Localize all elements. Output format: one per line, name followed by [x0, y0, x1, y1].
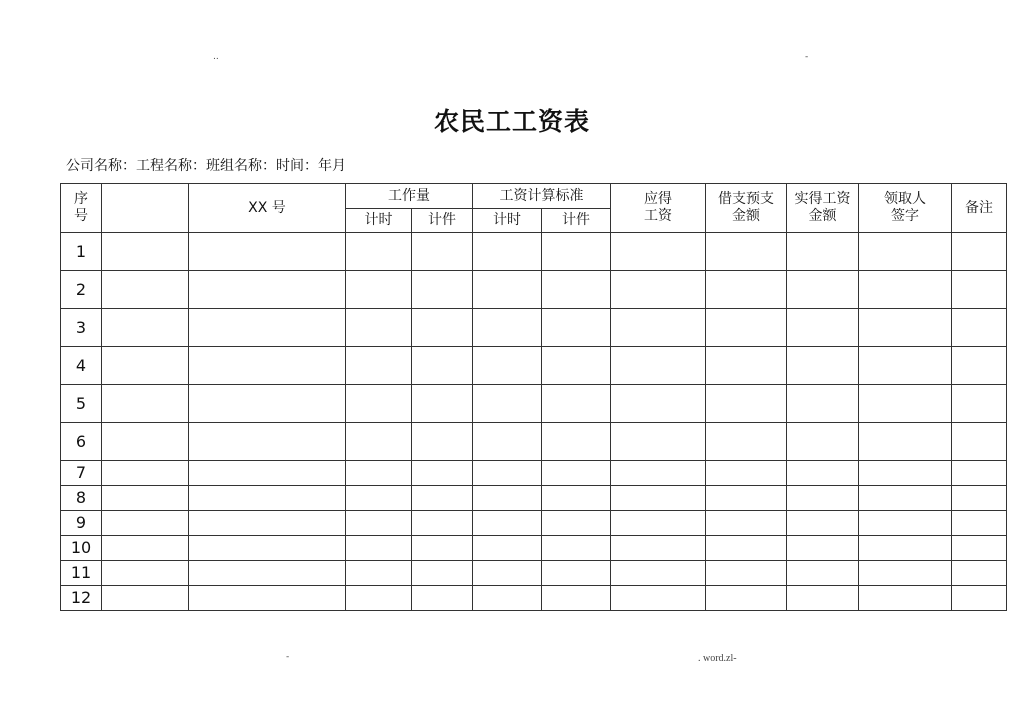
table-cell[interactable] [189, 385, 346, 423]
table-cell[interactable] [542, 423, 611, 461]
table-cell[interactable] [189, 233, 346, 271]
table-cell[interactable] [412, 486, 473, 511]
table-cell[interactable] [611, 586, 706, 611]
table-body [61, 233, 1007, 611]
table-cell[interactable] [102, 271, 189, 309]
row-number: 3 [61, 309, 102, 347]
header-mark-left: .. [213, 52, 219, 62]
table-cell[interactable] [542, 536, 611, 561]
row-number: 11 [61, 561, 102, 586]
table-row [61, 423, 1007, 461]
table-cell[interactable] [189, 461, 346, 486]
company-info-line: 公司名称：工程名称：班组名称：时间：年月 [66, 158, 346, 174]
advance-header-bottom: 金额 [732, 208, 760, 224]
table-cell[interactable] [859, 586, 952, 611]
table-cell[interactable] [189, 271, 346, 309]
actual-header-top: 实得工资 [794, 191, 851, 208]
table-cell[interactable] [473, 536, 542, 561]
row-number: 4 [61, 347, 102, 385]
table-cell[interactable] [473, 511, 542, 536]
table-row [61, 385, 1007, 423]
table-cell[interactable] [611, 271, 706, 309]
table-cell[interactable] [542, 486, 611, 511]
table-cell[interactable] [706, 233, 787, 271]
row-number: 12 [61, 586, 102, 611]
table-cell[interactable] [473, 309, 542, 347]
table-cell[interactable] [102, 385, 189, 423]
table-cell[interactable] [542, 233, 611, 271]
table-cell[interactable] [706, 586, 787, 611]
table-cell[interactable] [346, 536, 412, 561]
table-cell[interactable] [787, 271, 859, 309]
table-cell[interactable] [952, 309, 1007, 347]
table-row [61, 309, 1007, 347]
table-cell[interactable] [542, 586, 611, 611]
advance-header [706, 184, 787, 233]
table-row [61, 233, 1007, 271]
table-cell[interactable] [189, 586, 346, 611]
row-number: 1 [61, 233, 102, 271]
table-cell[interactable] [473, 461, 542, 486]
seq-header-bottom: 号 [74, 208, 88, 224]
table-cell[interactable] [189, 561, 346, 586]
table-cell[interactable] [952, 561, 1007, 586]
table-row [61, 271, 1007, 309]
payable-header [611, 184, 706, 233]
receiver-header-top: 领取人 [884, 191, 926, 208]
table-cell[interactable] [542, 347, 611, 385]
table-cell[interactable] [706, 536, 787, 561]
table-row [61, 461, 1007, 486]
table-cell[interactable] [859, 536, 952, 561]
advance-header-top: 借支预支 [718, 191, 774, 208]
seq-header [61, 184, 102, 233]
row-number: 10 [61, 536, 102, 561]
table-cell[interactable] [952, 423, 1007, 461]
table-cell[interactable] [346, 586, 412, 611]
table-cell[interactable] [102, 536, 189, 561]
table-cell[interactable] [189, 309, 346, 347]
table-cell[interactable] [189, 423, 346, 461]
table-cell[interactable] [859, 561, 952, 586]
table-cell[interactable] [952, 347, 1007, 385]
table-cell[interactable] [859, 233, 952, 271]
table-cell[interactable] [787, 486, 859, 511]
table-cell[interactable] [611, 309, 706, 347]
table-cell[interactable] [346, 461, 412, 486]
table-cell[interactable] [859, 347, 952, 385]
table-cell[interactable] [706, 486, 787, 511]
payable-header-bottom: 工资 [644, 208, 672, 224]
table-cell[interactable] [412, 347, 473, 385]
workload-piece-header: 计件 [412, 209, 473, 233]
table-cell[interactable] [189, 347, 346, 385]
table-cell[interactable] [787, 561, 859, 586]
row-number: 7 [61, 461, 102, 486]
table-cell[interactable] [346, 385, 412, 423]
table-row [61, 486, 1007, 511]
table-cell[interactable] [102, 561, 189, 586]
table-cell[interactable] [787, 423, 859, 461]
table-cell[interactable] [787, 347, 859, 385]
table-cell[interactable] [412, 233, 473, 271]
table-cell[interactable] [412, 309, 473, 347]
table-cell[interactable] [102, 347, 189, 385]
table-cell[interactable] [859, 271, 952, 309]
table-cell[interactable] [542, 461, 611, 486]
table-cell[interactable] [706, 511, 787, 536]
table-cell[interactable] [859, 423, 952, 461]
table-cell[interactable] [859, 486, 952, 511]
table-cell[interactable] [859, 511, 952, 536]
actual-header [787, 184, 859, 233]
table-cell[interactable] [102, 233, 189, 271]
remarks-header: 备注 [952, 184, 1007, 233]
row-number: 6 [61, 423, 102, 461]
table-cell[interactable] [189, 486, 346, 511]
table-cell[interactable] [412, 536, 473, 561]
table-cell[interactable] [787, 309, 859, 347]
table-cell[interactable] [102, 423, 189, 461]
table-cell[interactable] [952, 461, 1007, 486]
table-cell[interactable] [952, 586, 1007, 611]
header-mark-right: - [805, 52, 809, 62]
table-cell[interactable] [346, 511, 412, 536]
table-cell[interactable] [952, 486, 1007, 511]
table-row [61, 347, 1007, 385]
table-cell[interactable] [706, 561, 787, 586]
wage-table [60, 183, 1007, 611]
table-cell[interactable] [412, 561, 473, 586]
table-cell[interactable] [412, 511, 473, 536]
table-cell[interactable] [102, 586, 189, 611]
table-cell[interactable] [787, 461, 859, 486]
table-cell[interactable] [611, 561, 706, 586]
table-cell[interactable] [611, 461, 706, 486]
table-cell[interactable] [473, 423, 542, 461]
table-cell[interactable] [189, 536, 346, 561]
table-cell[interactable] [346, 347, 412, 385]
table-cell[interactable] [952, 385, 1007, 423]
table-cell[interactable] [542, 385, 611, 423]
table-cell[interactable] [412, 461, 473, 486]
table-cell[interactable] [102, 461, 189, 486]
table-cell[interactable] [346, 271, 412, 309]
table-cell[interactable] [859, 461, 952, 486]
table-row [61, 561, 1007, 586]
table-cell[interactable] [611, 347, 706, 385]
table-cell[interactable] [473, 486, 542, 511]
table-cell[interactable] [787, 233, 859, 271]
actual-header-bottom: 金额 [808, 208, 837, 224]
table-cell[interactable] [706, 423, 787, 461]
blank-header [102, 184, 189, 233]
table-cell[interactable] [859, 309, 952, 347]
table-row [61, 536, 1007, 561]
table-cell[interactable] [346, 561, 412, 586]
table-cell[interactable] [102, 486, 189, 511]
row-number: 5 [61, 385, 102, 423]
table-row [61, 511, 1007, 536]
footer-mark-left: - [286, 652, 290, 662]
table-cell[interactable] [706, 309, 787, 347]
table-cell[interactable] [542, 271, 611, 309]
row-number: 9 [61, 511, 102, 536]
table-cell[interactable] [542, 561, 611, 586]
table-cell[interactable] [473, 271, 542, 309]
table-cell[interactable] [346, 233, 412, 271]
table-cell[interactable] [706, 271, 787, 309]
table-cell[interactable] [102, 511, 189, 536]
table-cell[interactable] [787, 586, 859, 611]
header-row-1 [61, 184, 1007, 209]
table-cell[interactable] [859, 385, 952, 423]
table-cell[interactable] [473, 233, 542, 271]
table-cell[interactable] [611, 536, 706, 561]
footer-mark-right: . word.zl- [698, 653, 737, 664]
table-cell[interactable] [611, 423, 706, 461]
row-number: 2 [61, 271, 102, 309]
table-cell[interactable] [952, 233, 1007, 271]
workload-time-header: 计时 [346, 209, 412, 233]
page-title: 农民工工资表 [433, 107, 590, 136]
table-cell[interactable] [102, 309, 189, 347]
table-cell[interactable] [412, 586, 473, 611]
id-header: XX 号 [189, 184, 346, 233]
standard-time-header: 计时 [473, 209, 542, 233]
table-cell[interactable] [189, 511, 346, 536]
wage-standard-header: 工资计算标准 [473, 184, 611, 209]
table-cell[interactable] [473, 347, 542, 385]
table-cell[interactable] [412, 423, 473, 461]
table-cell[interactable] [611, 486, 706, 511]
row-number: 8 [61, 486, 102, 511]
seq-header-top: 序 [74, 191, 88, 208]
table-cell[interactable] [346, 423, 412, 461]
table-cell[interactable] [611, 511, 706, 536]
table-cell[interactable] [706, 347, 787, 385]
workload-header: 工作量 [346, 184, 473, 209]
table-row [61, 586, 1007, 611]
table-cell[interactable] [611, 385, 706, 423]
table-cell[interactable] [706, 461, 787, 486]
table-cell[interactable] [952, 271, 1007, 309]
table-cell[interactable] [787, 511, 859, 536]
table-cell[interactable] [473, 385, 542, 423]
table-cell[interactable] [952, 511, 1007, 536]
payable-header-top: 应得 [644, 191, 672, 208]
table-cell[interactable] [787, 536, 859, 561]
receiver-header-bottom: 签字 [891, 208, 919, 224]
table-cell[interactable] [542, 309, 611, 347]
standard-piece-header: 计件 [542, 209, 611, 233]
table-cell[interactable] [706, 385, 787, 423]
table-cell[interactable] [346, 309, 412, 347]
table-cell[interactable] [787, 385, 859, 423]
table-cell[interactable] [473, 586, 542, 611]
table-cell[interactable] [473, 561, 542, 586]
table-cell[interactable] [952, 536, 1007, 561]
table-cell[interactable] [346, 486, 412, 511]
table-cell[interactable] [412, 385, 473, 423]
table-cell[interactable] [611, 233, 706, 271]
table-cell[interactable] [542, 511, 611, 536]
receiver-header [859, 184, 952, 233]
table-cell[interactable] [412, 271, 473, 309]
